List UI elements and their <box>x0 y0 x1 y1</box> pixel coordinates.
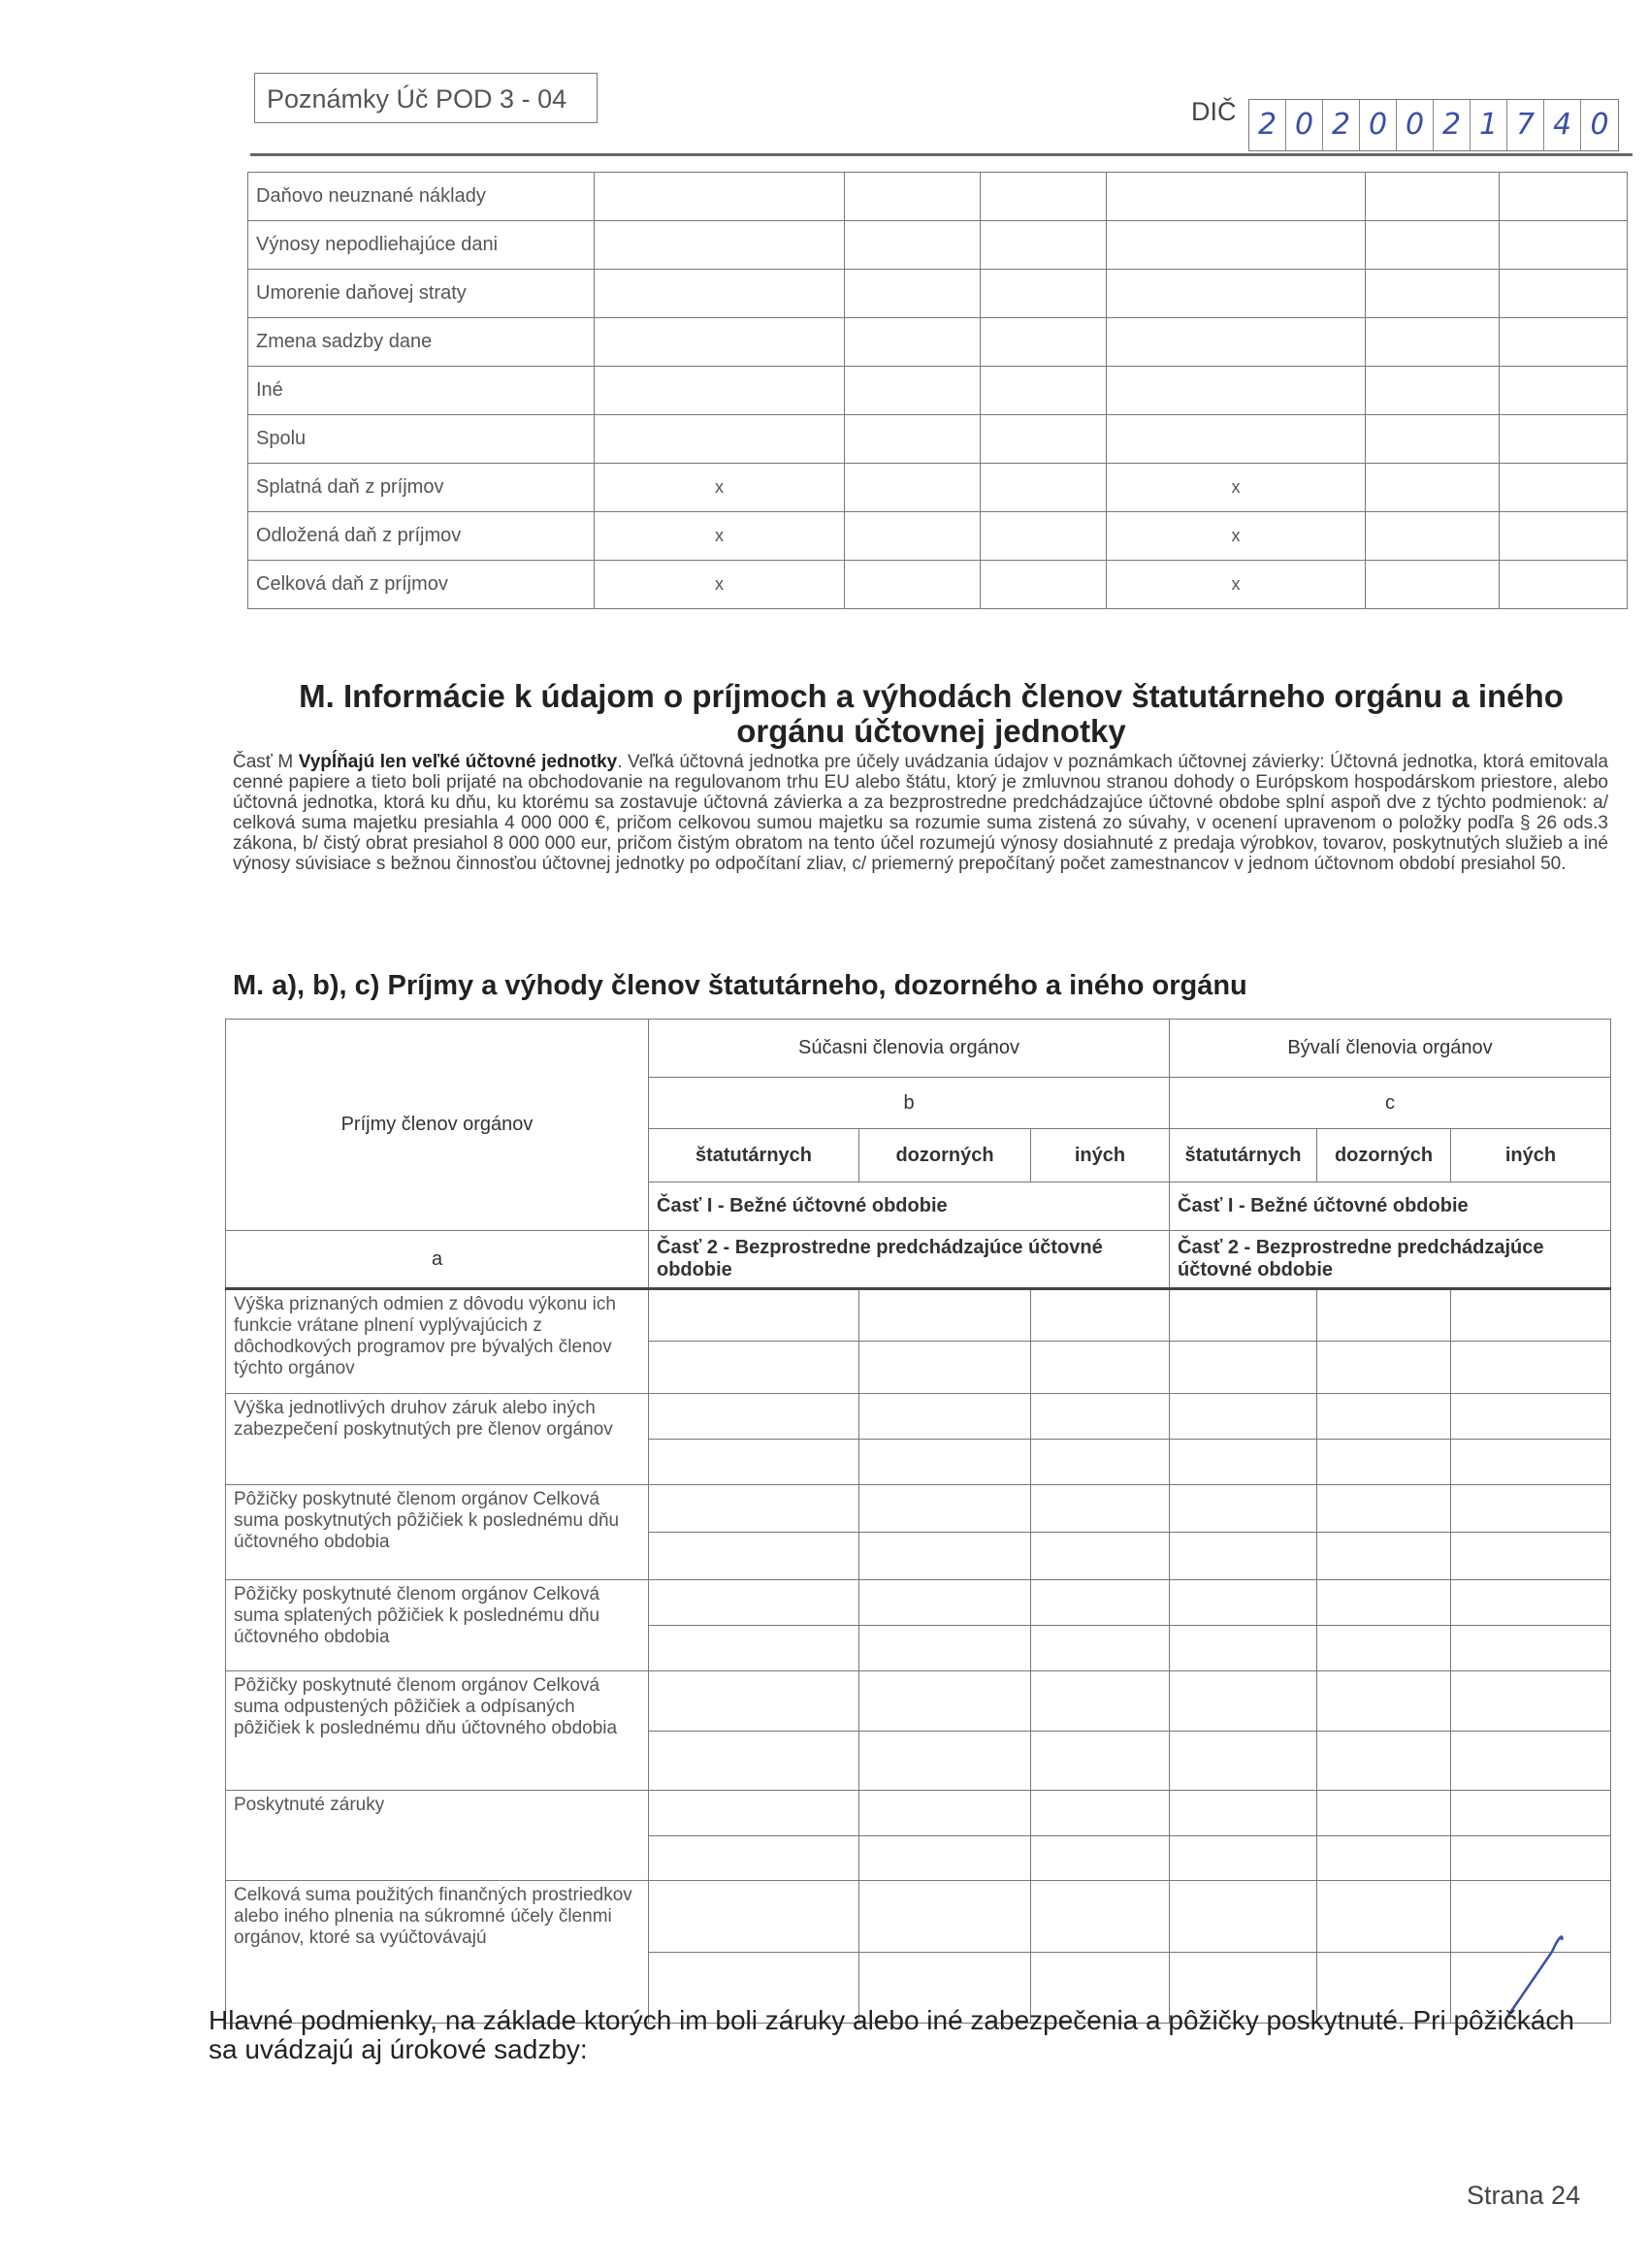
table-row <box>226 1671 1611 1732</box>
part1-cell[interactable] <box>1317 1881 1451 1953</box>
table-cell[interactable] <box>981 561 1107 609</box>
current-part2-label: Časť 2 - Bezprostredne predchádzajúce účtovné obdobie <box>649 1231 1170 1289</box>
part2-cell[interactable] <box>1451 1342 1611 1394</box>
table-cell[interactable] <box>981 221 1107 270</box>
table-row <box>226 1394 1611 1440</box>
table-cell[interactable] <box>1500 367 1628 415</box>
divider <box>250 153 1633 156</box>
table-cell[interactable] <box>981 464 1107 512</box>
table-cell[interactable] <box>1500 561 1628 609</box>
table-cell[interactable] <box>595 221 845 270</box>
part1-cell[interactable] <box>859 1580 1031 1626</box>
former-letter: c <box>1170 1078 1611 1129</box>
table-cell[interactable] <box>1366 512 1500 561</box>
table-cell[interactable]: x <box>595 512 845 561</box>
current-part1-label: Časť I - Bežné účtovné obdobie <box>649 1183 1170 1231</box>
former-part1-label: Časť I - Bežné účtovné obdobie <box>1170 1183 1611 1231</box>
part1-cell[interactable] <box>1170 1394 1317 1440</box>
table-cell[interactable] <box>1366 367 1500 415</box>
dic-digit-box[interactable]: 0 <box>1397 100 1434 150</box>
part2-cell[interactable] <box>1031 1732 1170 1791</box>
table-cell[interactable] <box>1500 221 1628 270</box>
table-cell[interactable]: x <box>1107 464 1366 512</box>
table-cell[interactable] <box>1366 221 1500 270</box>
former-supervisory-header: dozorných <box>1317 1129 1451 1183</box>
part2-cell[interactable] <box>859 1732 1031 1791</box>
table-cell[interactable] <box>845 270 981 318</box>
dic-digit-box[interactable]: 2 <box>1323 100 1360 150</box>
part2-cell[interactable] <box>859 1342 1031 1394</box>
part1-cell[interactable] <box>649 1485 859 1533</box>
part1-cell[interactable] <box>1451 1791 1611 1836</box>
table-cell[interactable] <box>981 415 1107 464</box>
page-number: Strana 24 <box>1467 2181 1581 2210</box>
part1-cell[interactable] <box>859 1671 1031 1732</box>
part1-cell[interactable] <box>1317 1791 1451 1836</box>
table-cell[interactable] <box>1500 173 1628 221</box>
part1-cell[interactable] <box>859 1289 1031 1342</box>
part1-cell[interactable] <box>1170 1791 1317 1836</box>
table-cell[interactable] <box>595 173 845 221</box>
part1-cell[interactable] <box>859 1881 1031 1953</box>
part1-cell[interactable] <box>1170 1881 1317 1953</box>
part1-cell[interactable] <box>859 1485 1031 1533</box>
part2-cell[interactable] <box>1317 1533 1451 1580</box>
section-m-subheading: M. a), b), c) Príjmy a výhody členov štatutárneho, dozorného a iného orgánu <box>233 970 1247 1001</box>
col-a-header: Príjmy členov orgánov <box>226 1020 649 1231</box>
former-statutory-header: štatutárnych <box>1170 1129 1317 1183</box>
part2-cell[interactable] <box>1451 1626 1611 1671</box>
row-label: Pôžičky poskytnuté členom orgánov Celková suma odpustených pôžičiek a odpísaných pôžičiek k poslednému dňu účtovného obdobia <box>226 1671 649 1791</box>
part1-cell[interactable] <box>1170 1671 1317 1732</box>
table-cell[interactable] <box>1107 270 1366 318</box>
table-row <box>248 367 1628 415</box>
dic-digit-box[interactable]: 2 <box>1249 100 1286 150</box>
part1-cell[interactable] <box>649 1881 859 1953</box>
former-members-header: Bývalí členovia orgánov <box>1170 1020 1611 1078</box>
table-cell[interactable] <box>981 270 1107 318</box>
table-row <box>248 464 1628 512</box>
dic-digit-box[interactable]: 4 <box>1544 100 1581 150</box>
part2-cell[interactable] <box>1317 1342 1451 1394</box>
part2-cell[interactable] <box>1451 1732 1611 1791</box>
table-cell[interactable] <box>595 318 845 367</box>
current-supervisory-header: dozorných <box>859 1129 1031 1183</box>
part1-cell[interactable] <box>1317 1485 1451 1533</box>
table-cell[interactable] <box>1366 270 1500 318</box>
part1-cell[interactable] <box>1317 1289 1451 1342</box>
table-row <box>248 221 1628 270</box>
part2-cell[interactable] <box>1451 1836 1611 1881</box>
part1-cell[interactable] <box>1451 1394 1611 1440</box>
dic-label: DIČ <box>1191 97 1237 126</box>
row-label: Výnosy nepodliehajúce dani <box>248 221 595 270</box>
part2-cell[interactable] <box>649 1732 859 1791</box>
table-row <box>226 1289 1611 1342</box>
benefits-table <box>225 1019 1611 2024</box>
part2-cell[interactable] <box>1031 1533 1170 1580</box>
part1-cell[interactable] <box>649 1791 859 1836</box>
part2-cell[interactable] <box>1031 1836 1170 1881</box>
table-cell[interactable] <box>1107 415 1366 464</box>
part1-cell[interactable] <box>649 1394 859 1440</box>
table-cell[interactable] <box>845 318 981 367</box>
table-row <box>248 561 1628 609</box>
table-cell[interactable] <box>1366 415 1500 464</box>
table-cell[interactable] <box>845 464 981 512</box>
part1-cell[interactable] <box>1451 1289 1611 1342</box>
intro-text: . Veľká účtovná jednotka pre účely uvádzania údajov v poznámkach účtovnej závierky: Účtovná jednotka, ktorá emitovala cenné papiere a tieto boli prijaté na obchodovanie na regulovanom trhu EU alebo štátu, ktorý je zmluvnou stranou dohody o Európskom hospodárskom priestore, alebo účtovná jednotka, ktorá ku dňu, ku ktorému sa zostavuje účtovná závierka a za bezprostredne predchádzajúce účtovné obdobe splní aspoň dve z týchto podmienok: a/ celková suma majetku presiahla 4 000 000 €, pričom celkovou sumou majetku sa rozumie suma zistená zo súvahy, v ocenení upravenom o položky podľa § 26 ods.3 zákona, b/ čistý obrat presiahol 8 000 000 eur, pričom čistým obratom na tento účel rozumejú výnosy dosiahnuté z predaja výrobkov, tovarov, poskytnutých služieb a iné výnosy súvisiace s bežnou činnosťou účtovnej jednotky po odpočítaní zliav, c/ priemerný prepočítaný počet zamestnancov v jednom účtovnom období presiahol 50. <box>233 752 1608 874</box>
table-cell[interactable] <box>845 221 981 270</box>
table-cell[interactable] <box>1500 464 1628 512</box>
table-row <box>248 512 1628 561</box>
table-cell[interactable] <box>1366 318 1500 367</box>
part1-cell[interactable] <box>1317 1671 1451 1732</box>
intro-prefix: Časť M <box>233 752 299 772</box>
part1-cell[interactable] <box>859 1791 1031 1836</box>
part2-cell[interactable] <box>1451 1440 1611 1485</box>
part1-cell[interactable] <box>1170 1580 1317 1626</box>
row-label: Umorenie daňovej straty <box>248 270 595 318</box>
part2-cell[interactable] <box>1317 1732 1451 1791</box>
part2-cell[interactable] <box>859 1626 1031 1671</box>
part2-cell[interactable] <box>649 1342 859 1394</box>
former-part2-label: Časť 2 - Bezprostredne predchádzajúce účtovné obdobie <box>1170 1231 1611 1289</box>
intro-bold: Vypĺňajú len veľké účtovné jednotky <box>298 752 618 772</box>
part1-cell[interactable] <box>1031 1580 1170 1626</box>
section-m-intro <box>233 752 1608 874</box>
part1-cell[interactable] <box>1031 1289 1170 1342</box>
table-cell[interactable] <box>845 561 981 609</box>
part2-cell[interactable] <box>1170 1342 1317 1394</box>
part2-cell[interactable] <box>859 1836 1031 1881</box>
table-cell[interactable]: x <box>595 561 845 609</box>
table-cell[interactable] <box>845 512 981 561</box>
table-cell[interactable] <box>1366 173 1500 221</box>
current-letter: b <box>649 1078 1170 1129</box>
dic-digit-box[interactable]: 7 <box>1507 100 1544 150</box>
table-cell[interactable] <box>845 173 981 221</box>
table-cell[interactable] <box>981 367 1107 415</box>
tax-table <box>247 172 1628 609</box>
row-label: Celková suma použitých finančných prostriedkov alebo iného plnenia na súkromné účely členmi orgánov, ktoré sa vyúčtovávajú <box>226 1881 649 2024</box>
table-cell[interactable] <box>981 512 1107 561</box>
part1-cell[interactable] <box>1031 1791 1170 1836</box>
part2-cell[interactable] <box>1451 1533 1611 1580</box>
part1-cell[interactable] <box>1170 1485 1317 1533</box>
table-row <box>248 318 1628 367</box>
part2-cell[interactable] <box>649 1533 859 1580</box>
part1-cell[interactable] <box>1451 1671 1611 1732</box>
table-cell[interactable] <box>1366 464 1500 512</box>
part2-cell[interactable] <box>649 1626 859 1671</box>
table-cell[interactable] <box>595 415 845 464</box>
table-cell[interactable] <box>1500 415 1628 464</box>
row-label: Odložená daň z príjmov <box>248 512 595 561</box>
table-cell[interactable] <box>1107 221 1366 270</box>
part1-cell[interactable] <box>1317 1394 1451 1440</box>
part1-cell[interactable] <box>649 1289 859 1342</box>
part2-cell[interactable] <box>859 1440 1031 1485</box>
part2-cell[interactable] <box>1170 1732 1317 1791</box>
form-code-label: Poznámky Úč POD 3 - 04 <box>254 73 598 123</box>
part2-cell[interactable] <box>649 1440 859 1485</box>
table-row <box>248 173 1628 221</box>
dic-digit-box[interactable]: 2 <box>1434 100 1471 150</box>
current-statutory-header: štatutárnych <box>649 1129 859 1183</box>
row-label: Spolu <box>248 415 595 464</box>
table-row <box>226 1791 1611 1836</box>
part1-cell[interactable] <box>1031 1671 1170 1732</box>
part2-cell[interactable] <box>1170 1836 1317 1881</box>
table-row <box>248 415 1628 464</box>
table-cell[interactable] <box>981 318 1107 367</box>
dic-field[interactable] <box>1248 99 1619 151</box>
part2-cell[interactable] <box>1170 1533 1317 1580</box>
table-cell[interactable] <box>1107 367 1366 415</box>
row-label: Daňovo neuznané náklady <box>248 173 595 221</box>
part2-cell[interactable] <box>1170 1626 1317 1671</box>
part2-cell[interactable] <box>859 1533 1031 1580</box>
table-row <box>226 1580 1611 1626</box>
part2-cell[interactable] <box>1317 1440 1451 1485</box>
section-m-heading: M. Informácie k údajom o príjmoch a výhodách členov štatutárneho orgánu a iného orgánu účtovnej jednotky <box>299 678 1564 749</box>
table-cell[interactable] <box>595 367 845 415</box>
table-cell[interactable] <box>1107 173 1366 221</box>
part1-cell[interactable] <box>859 1394 1031 1440</box>
part1-cell[interactable] <box>649 1580 859 1626</box>
table-cell[interactable] <box>845 367 981 415</box>
current-other-header: iných <box>1031 1129 1170 1183</box>
part1-cell[interactable] <box>1031 1485 1170 1533</box>
part1-cell[interactable] <box>1451 1485 1611 1533</box>
part1-cell[interactable] <box>1031 1394 1170 1440</box>
part1-cell[interactable] <box>1317 1580 1451 1626</box>
table-cell[interactable]: x <box>1107 561 1366 609</box>
table-cell[interactable] <box>1500 318 1628 367</box>
part1-cell[interactable] <box>649 1671 859 1732</box>
current-members-header: Súčasni členovia orgánov <box>649 1020 1170 1078</box>
row-label: Zmena sadzby dane <box>248 318 595 367</box>
table-row <box>226 1881 1611 1953</box>
table-cell[interactable] <box>595 270 845 318</box>
part1-cell[interactable] <box>1031 1881 1170 1953</box>
row-label: Pôžičky poskytnuté členom orgánov Celková suma poskytnutých pôžičiek k poslednému dňu účtovného obdobia <box>226 1485 649 1580</box>
part2-cell[interactable] <box>1317 1836 1451 1881</box>
former-other-header: iných <box>1451 1129 1611 1183</box>
dic-digit-box[interactable]: 0 <box>1360 100 1397 150</box>
table-cell[interactable] <box>1500 270 1628 318</box>
table-cell[interactable] <box>1500 512 1628 561</box>
row-label: Výška priznaných odmien z dôvodu výkonu ich funkcie vrátane plnení vyplývajúcich z dôchodkových programov pre bývalých členov týchto orgánov <box>226 1289 649 1394</box>
row-label: Iné <box>248 367 595 415</box>
part1-cell[interactable] <box>1170 1289 1317 1342</box>
dic-digit-box[interactable]: 0 <box>1590 108 1609 142</box>
part1-cell[interactable] <box>1451 1580 1611 1626</box>
row-label: Celková daň z príjmov <box>248 561 595 609</box>
table-row <box>248 270 1628 318</box>
part2-cell[interactable] <box>1317 1626 1451 1671</box>
table-cell[interactable] <box>1366 561 1500 609</box>
part2-cell[interactable] <box>1031 1440 1170 1485</box>
part2-cell[interactable] <box>649 1836 859 1881</box>
table-cell[interactable] <box>845 415 981 464</box>
col-a-letter: a <box>226 1231 649 1289</box>
table-cell[interactable] <box>981 173 1107 221</box>
part2-cell[interactable] <box>1031 1626 1170 1671</box>
table-cell[interactable] <box>1107 318 1366 367</box>
table-cell[interactable]: x <box>1107 512 1366 561</box>
row-label: Výška jednotlivých druhov záruk alebo iných zabezpečení poskytnutých pre členov orgánov <box>226 1394 649 1485</box>
table-row <box>226 1485 1611 1533</box>
row-label: Splatná daň z príjmov <box>248 464 595 512</box>
row-label: Pôžičky poskytnuté členom orgánov Celková suma splatených pôžičiek k poslednému dňu účtovného obdobia <box>226 1580 649 1671</box>
dic-digit-box[interactable]: 1 <box>1471 100 1507 150</box>
part2-cell[interactable] <box>1170 1440 1317 1485</box>
table-cell[interactable]: x <box>595 464 845 512</box>
footer-note: Hlavné podmienky, na základe ktorých im boli záruky alebo iné zabezpečenia a pôžičky poskytnuté. Pri pôžičkách sa uvádzajú aj úrokové sadzby: <box>209 2005 1574 2064</box>
dic-digit-box[interactable]: 0 <box>1286 100 1323 150</box>
part2-cell[interactable] <box>1031 1342 1170 1394</box>
row-label: Poskytnuté záruky <box>226 1791 649 1881</box>
